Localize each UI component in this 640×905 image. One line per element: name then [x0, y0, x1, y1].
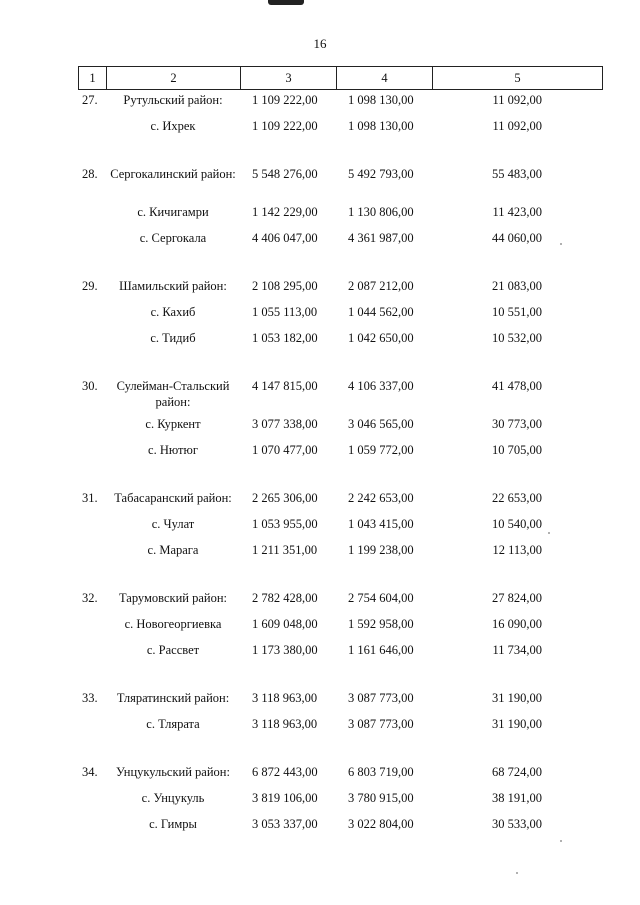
amount-col3: 1 053 955,00	[252, 517, 318, 531]
spacer-cell	[78, 468, 602, 490]
amount-col3: 1 055 113,00	[252, 305, 318, 319]
row-number: 28.	[82, 167, 98, 181]
village-row	[78, 542, 602, 568]
allocation-table-body	[78, 92, 602, 842]
amount-col3: 2 108 295,00	[252, 279, 318, 293]
amount-col4: 4 361 987,00	[348, 231, 414, 245]
row-number-empty	[78, 118, 106, 144]
amount-col5: 68 724,00	[492, 765, 542, 779]
column-header-row	[78, 66, 603, 90]
amount-col4: 1 098 130,00	[348, 93, 414, 107]
amount-col4: 5 492 793,00	[348, 167, 414, 181]
district-row	[78, 590, 602, 616]
column-header-2: 2	[107, 67, 241, 90]
village-name: с. Кахиб	[150, 305, 196, 319]
village-name: с. Сергокала	[139, 231, 207, 245]
amount-col3: 1 053 182,00	[252, 331, 318, 345]
amount-col3: 3 118 963,00	[252, 691, 318, 705]
amount-col5: 41 478,00	[492, 379, 542, 393]
amount-col3: 3 053 337,00	[252, 817, 318, 831]
row-number: 33.	[82, 691, 98, 705]
amount-col4: 3 046 565,00	[348, 417, 414, 431]
row-number-empty	[78, 816, 106, 842]
spacer-cell	[78, 144, 602, 166]
amount-col5: 11 092,00	[492, 93, 542, 107]
amount-col5: 38 191,00	[492, 791, 542, 805]
scan-speck	[516, 872, 518, 874]
scan-speck	[548, 532, 550, 534]
village-row	[78, 516, 602, 542]
village-name: с. Ихрек	[150, 119, 196, 133]
row-number-empty	[78, 442, 106, 468]
village-row	[78, 204, 602, 230]
group-spacer	[78, 742, 602, 764]
amount-col4: 3 022 804,00	[348, 817, 414, 831]
row-number: 29.	[82, 279, 98, 293]
district-row	[78, 278, 602, 304]
column-header-4: 4	[337, 67, 433, 90]
spacer-cell	[78, 256, 602, 278]
amount-col5: 12 113,00	[492, 543, 542, 557]
amount-col3: 4 147 815,00	[252, 379, 318, 393]
amount-col3: 1 142 229,00	[252, 205, 318, 219]
amount-col4: 1 161 646,00	[348, 643, 414, 657]
amount-col5: 11 734,00	[492, 643, 542, 657]
amount-col3: 1 211 351,00	[252, 543, 318, 557]
amount-col4: 2 242 653,00	[348, 491, 414, 505]
district-name: Табасаранский район:	[114, 491, 232, 505]
amount-col5: 21 083,00	[492, 279, 542, 293]
row-number-empty	[78, 542, 106, 568]
amount-col3: 3 118 963,00	[252, 717, 318, 731]
amount-col5: 55 483,00	[492, 167, 542, 181]
amount-col3: 3 819 106,00	[252, 791, 318, 805]
amount-col5: 10 540,00	[492, 517, 542, 531]
village-name: с. Рассвет	[146, 643, 200, 657]
village-row	[78, 616, 602, 642]
row-number-empty	[78, 330, 106, 356]
amount-col5: 10 551,00	[492, 305, 542, 319]
district-name: Сулейман-Стальский район:	[116, 379, 230, 409]
village-name: с. Куркент	[145, 417, 201, 431]
village-name: с. Тлярата	[146, 717, 200, 731]
allocation-table	[78, 92, 602, 842]
village-row	[78, 330, 602, 356]
village-name: с. Новогеоргиевка	[124, 617, 222, 631]
village-name: с. Унцукуль	[141, 791, 205, 805]
village-row	[78, 716, 602, 742]
row-number-empty	[78, 304, 106, 330]
row-number: 30.	[82, 379, 98, 393]
amount-col4: 1 130 806,00	[348, 205, 414, 219]
amount-col4: 1 098 130,00	[348, 119, 414, 133]
row-number-empty	[78, 616, 106, 642]
village-row	[78, 416, 602, 442]
amount-col5: 30 773,00	[492, 417, 542, 431]
row-number-empty	[78, 416, 106, 442]
row-number: 31.	[82, 491, 98, 505]
row-number-empty	[78, 230, 106, 256]
amount-col4: 1 044 562,00	[348, 305, 414, 319]
group-spacer	[78, 144, 602, 166]
amount-col3: 1 109 222,00	[252, 119, 318, 133]
district-name: Сергокалинский район:	[110, 167, 236, 181]
district-name: Тляратинский район:	[116, 691, 230, 705]
amount-col3: 3 077 338,00	[252, 417, 318, 431]
village-name: с. Кичигамри	[137, 205, 209, 219]
amount-col4: 3 780 915,00	[348, 791, 414, 805]
village-row	[78, 230, 602, 256]
amount-col3: 5 548 276,00	[252, 167, 318, 181]
scan-speck	[560, 840, 562, 842]
amount-col5: 44 060,00	[492, 231, 542, 245]
row-number-empty	[78, 790, 106, 816]
amount-col4: 3 087 773,00	[348, 691, 414, 705]
group-spacer	[78, 256, 602, 278]
amount-col5: 31 190,00	[492, 717, 542, 731]
scan-artifact	[268, 0, 304, 5]
column-header-1: 1	[79, 67, 107, 90]
column-header-5: 5	[433, 67, 603, 90]
amount-col4: 6 803 719,00	[348, 765, 414, 779]
group-spacer	[78, 668, 602, 690]
village-name: с. Тидиб	[150, 331, 196, 345]
amount-col3: 1 109 222,00	[252, 93, 318, 107]
district-name: Шамильский район:	[119, 279, 227, 293]
district-name: Тарумовский район:	[118, 591, 228, 605]
column-header-3: 3	[241, 67, 337, 90]
amount-col3: 6 872 443,00	[252, 765, 318, 779]
group-spacer	[78, 568, 602, 590]
amount-col3: 2 782 428,00	[252, 591, 318, 605]
village-row	[78, 304, 602, 330]
amount-col5: 31 190,00	[492, 691, 542, 705]
district-row	[78, 490, 602, 516]
amount-col5: 11 423,00	[492, 205, 542, 219]
district-row	[78, 166, 602, 204]
district-row	[78, 764, 602, 790]
spacer-cell	[78, 742, 602, 764]
village-row	[78, 442, 602, 468]
amount-col4: 4 106 337,00	[348, 379, 414, 393]
amount-col5: 10 705,00	[492, 443, 542, 457]
district-name: Рутульский район:	[123, 93, 223, 107]
amount-col4: 1 199 238,00	[348, 543, 414, 557]
row-number: 34.	[82, 765, 98, 779]
scan-speck	[560, 243, 562, 245]
amount-col3: 2 265 306,00	[252, 491, 318, 505]
amount-col5: 27 824,00	[492, 591, 542, 605]
village-name: с. Чулат	[151, 517, 195, 531]
amount-col4: 1 043 415,00	[348, 517, 414, 531]
amount-col5: 30 533,00	[492, 817, 542, 831]
district-name: Унцукульский район:	[116, 765, 230, 779]
amount-col4: 1 042 650,00	[348, 331, 414, 345]
district-row	[78, 690, 602, 716]
amount-col4: 2 754 604,00	[348, 591, 414, 605]
village-row	[78, 642, 602, 668]
amount-col4: 1 592 958,00	[348, 617, 414, 631]
spacer-cell	[78, 356, 602, 378]
amount-col4: 3 087 773,00	[348, 717, 414, 731]
village-row	[78, 790, 602, 816]
row-number-empty	[78, 204, 106, 230]
amount-col3: 4 406 047,00	[252, 231, 318, 245]
amount-col5: 16 090,00	[492, 617, 542, 631]
amount-col4: 1 059 772,00	[348, 443, 414, 457]
amount-col3: 1 609 048,00	[252, 617, 318, 631]
group-spacer	[78, 356, 602, 378]
village-row	[78, 816, 602, 842]
amount-col5: 22 653,00	[492, 491, 542, 505]
amount-col5: 11 092,00	[492, 119, 542, 133]
district-row	[78, 378, 602, 416]
village-name: с. Гимры	[149, 817, 197, 831]
village-row	[78, 118, 602, 144]
district-row	[78, 92, 602, 118]
row-number-empty	[78, 516, 106, 542]
spacer-cell	[78, 568, 602, 590]
row-number-empty	[78, 642, 106, 668]
row-number: 27.	[82, 93, 98, 107]
village-name: с. Нютюг	[148, 443, 198, 457]
group-spacer	[78, 468, 602, 490]
page-number: 16	[313, 36, 327, 51]
amount-col3: 1 070 477,00	[252, 443, 318, 457]
village-name: с. Марага	[147, 543, 199, 557]
amount-col4: 2 087 212,00	[348, 279, 414, 293]
spacer-cell	[78, 668, 602, 690]
amount-col3: 1 173 380,00	[252, 643, 318, 657]
amount-col5: 10 532,00	[492, 331, 542, 345]
row-number: 32.	[82, 591, 98, 605]
row-number-empty	[78, 716, 106, 742]
